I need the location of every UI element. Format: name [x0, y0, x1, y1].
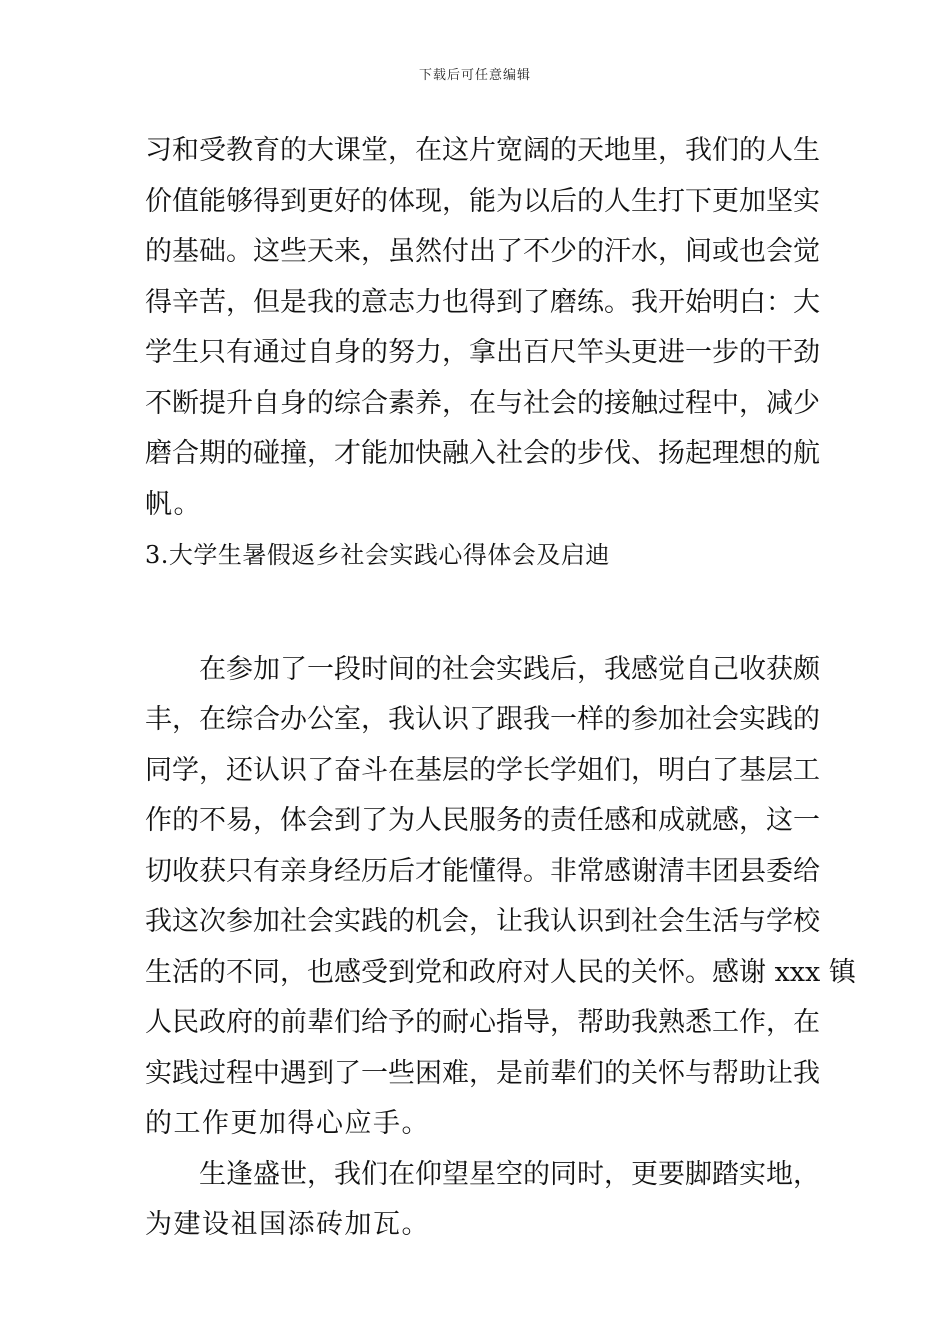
section-heading: 3.大学生暑假返乡社会实践心得体会及启迪 [145, 541, 610, 569]
paragraph-line: 同学，还认识了奋斗在基层的学长学姐们，明白了基层工 [145, 754, 820, 786]
paragraph-line: 生逢盛世，我们在仰望星空的同时，更要脚踏实地， [199, 1158, 820, 1190]
header-note: 下载后可任意编辑 [418, 68, 531, 83]
paragraph-line: 不断提升自身的综合素养，在与社会的接触过程中，减少 [145, 387, 820, 419]
paragraph-2 [145, 645, 856, 1150]
paragraph-line: 作的不易，体会到了为人民服务的责任感和成就感，这一 [145, 805, 820, 836]
paragraph-line: 的基础。这些天来，虽然付出了不少的汗水，间或也会觉 [145, 236, 820, 267]
paragraph-line: 学生只有通过自身的努力，拿出百尺竿头更进一步的干劲 [145, 337, 820, 368]
paragraph-line: 实践过程中遇到了一些困难，是前辈们的关怀与帮助让我 [145, 1057, 820, 1089]
paragraph-line: 切收获只有亲身经历后才能懂得。非常感谢清丰团县委给 [145, 855, 820, 887]
paragraph-line: 生活的不同，也感受到党和政府对人民的关怀。感谢 xxx 镇 [145, 956, 856, 988]
paragraph-line: 得辛苦，但是我的意志力也得到了磨练。我开始明白：大 [145, 286, 820, 318]
blank-line [145, 581, 807, 645]
paragraph-line: 的工作更加得心应手。 [145, 1108, 430, 1139]
paragraph-1 [145, 126, 820, 530]
paragraph-line: 习和受教育的大课堂，在这片宽阔的天地里，我们的人生 [145, 135, 820, 166]
paragraph-line: 人民政府的前辈们给予的耐心指导，帮助我熟悉工作，在 [145, 1007, 820, 1038]
paragraph-line: 在参加了一段时间的社会实践后，我感觉自己收获颇 [199, 653, 820, 685]
paragraph-line: 价值能够得到更好的体现，能为以后的人生打下更加坚实 [145, 185, 820, 217]
paragraph-line: 磨合期的碰撞，才能加快融入社会的步伐、扬起理想的航 [145, 438, 820, 469]
paragraph-line: 丰，在综合办公室，我认识了跟我一样的参加社会实践的 [145, 704, 820, 735]
document-body [145, 126, 856, 1251]
paragraph-3 [145, 1150, 820, 1251]
paragraph-line: 我这次参加社会实践的机会，让我认识到社会生活与学校 [145, 906, 820, 937]
paragraph-line: 帆。 [145, 488, 202, 520]
paragraph-line: 为建设祖国添砖加瓦。 [145, 1209, 430, 1240]
